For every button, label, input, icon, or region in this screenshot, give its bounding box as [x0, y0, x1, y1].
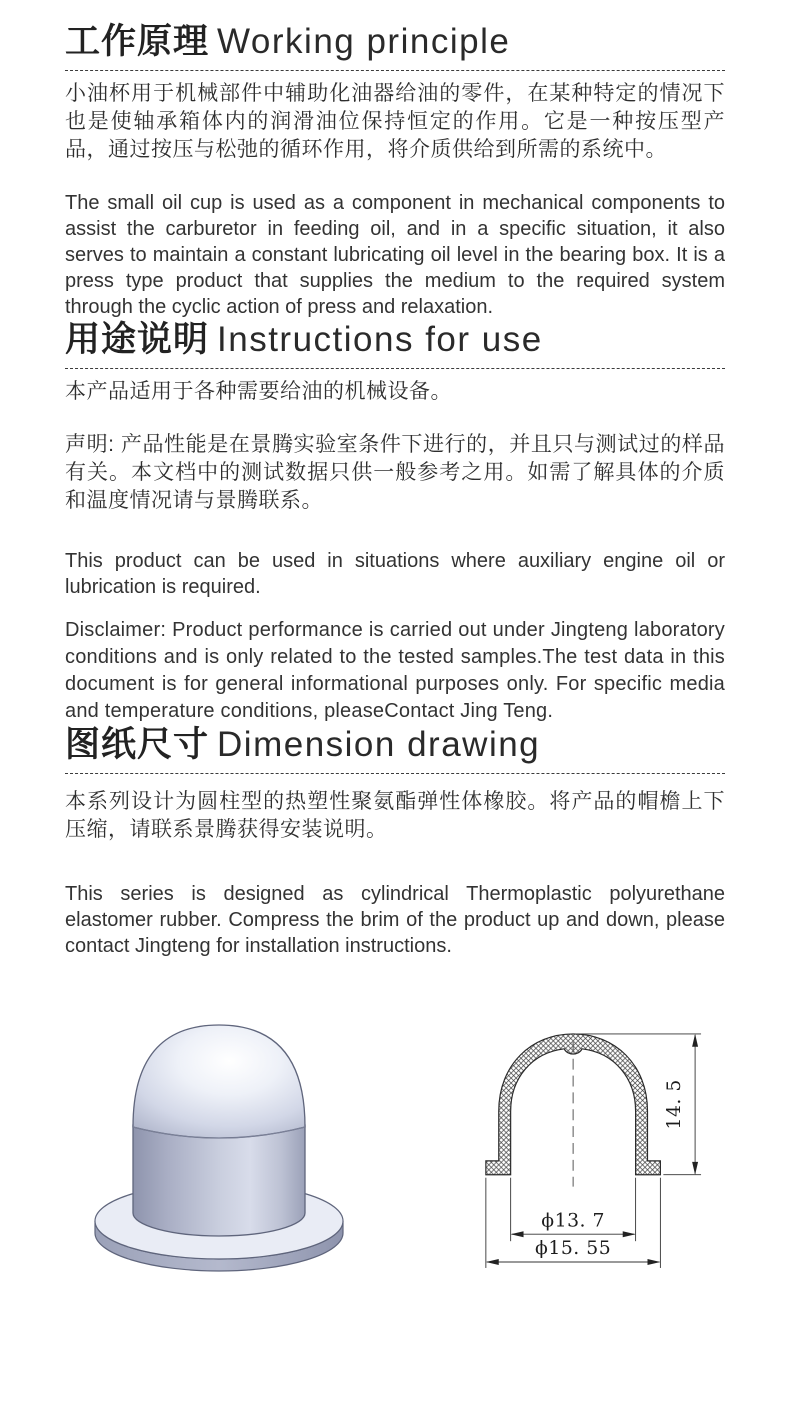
dome-top [133, 1025, 305, 1138]
instructions-disclaimer-zh: 声明: 产品性能是在景腾实验室条件下进行的，并且只与测试过的样品有关。本文档中的测试数据只供一般参考之用。如需了解具体的介质和温度情况请与景腾联系。 [65, 433, 725, 512]
heading-working-principle-zh: 工作原理 [65, 22, 210, 61]
dimension-paragraph-zh: 本系列设计为圆柱型的热塑性聚氨酯弹性体橡胶。将产品的帽檐上下压缩，请联系景腾获得安装说明。 [65, 790, 725, 841]
product-description-page [65, 0, 725, 1277]
height-dimension-label: 14. 5 [664, 1079, 686, 1130]
heading-working-principle-en: Working principle [217, 22, 511, 61]
inner-dia-arrow-right [623, 1231, 636, 1237]
instructions-disclaimer-en: Disclaimer: Product performance is carried out under Jingteng laboratory conditions and is only related to the tested samples.The test data in this document is for general informational purposes only. For specific media and temperature conditions, pleaseContact Jing Teng. [65, 619, 725, 722]
figures-row [65, 1015, 725, 1277]
heading-dimension-drawing [65, 725, 725, 774]
outer-dia-arrow-left [486, 1259, 499, 1265]
inner-dia-arrow-left [511, 1231, 524, 1237]
heading-instructions-en: Instructions for use [217, 320, 543, 359]
dimension-drawing-image [469, 1015, 707, 1271]
instructions-paragraph-en: This product can be used in situations where auxiliary engine oil or lubrication is required. [65, 550, 725, 598]
product-render-image [91, 1015, 349, 1277]
outer-diameter-label: ϕ15. 55 [535, 1238, 612, 1260]
inner-diameter-label: ϕ13. 7 [541, 1210, 605, 1232]
heading-instructions-zh: 用途说明 [65, 320, 210, 359]
heading-working-principle [65, 22, 725, 71]
dimension-paragraph-en: This series is designed as cylindrical Thermoplastic polyurethane elastomer rubber. Compress the brim of the product up and down, please contact Jingteng for installation instructions. [65, 883, 725, 957]
instructions-paragraph-zh: 本产品适用于各种需要给油的机械设备。 [65, 380, 452, 403]
working-principle-paragraph-zh: 小油杯用于机械部件中辅助化油器给油的零件，在某种特定的情况下也是使轴承箱体内的润滑油位保持恒定的作用。它是一种按压型产品，通过按压与松弛的循环作用，将介质供给到所需的系统中。 [65, 82, 725, 161]
height-arrow-top [692, 1034, 698, 1047]
outer-dia-arrow-right [648, 1259, 661, 1265]
cylinder-body [133, 1125, 305, 1236]
heading-instructions [65, 320, 725, 369]
height-arrow-bottom [692, 1162, 698, 1175]
working-principle-paragraph-en: The small oil cup is used as a component in mechanical components to assist the carburetor in feeding oil, and in a specific situation, it also serves to maintain a constant lubricating oil level in the bearing box. It is a press type product that supplies the medium to the required system through the cyclic action of press and relaxation. [65, 192, 725, 318]
heading-dimension-drawing-en: Dimension drawing [217, 725, 541, 764]
heading-dimension-drawing-zh: 图纸尺寸 [65, 725, 210, 764]
